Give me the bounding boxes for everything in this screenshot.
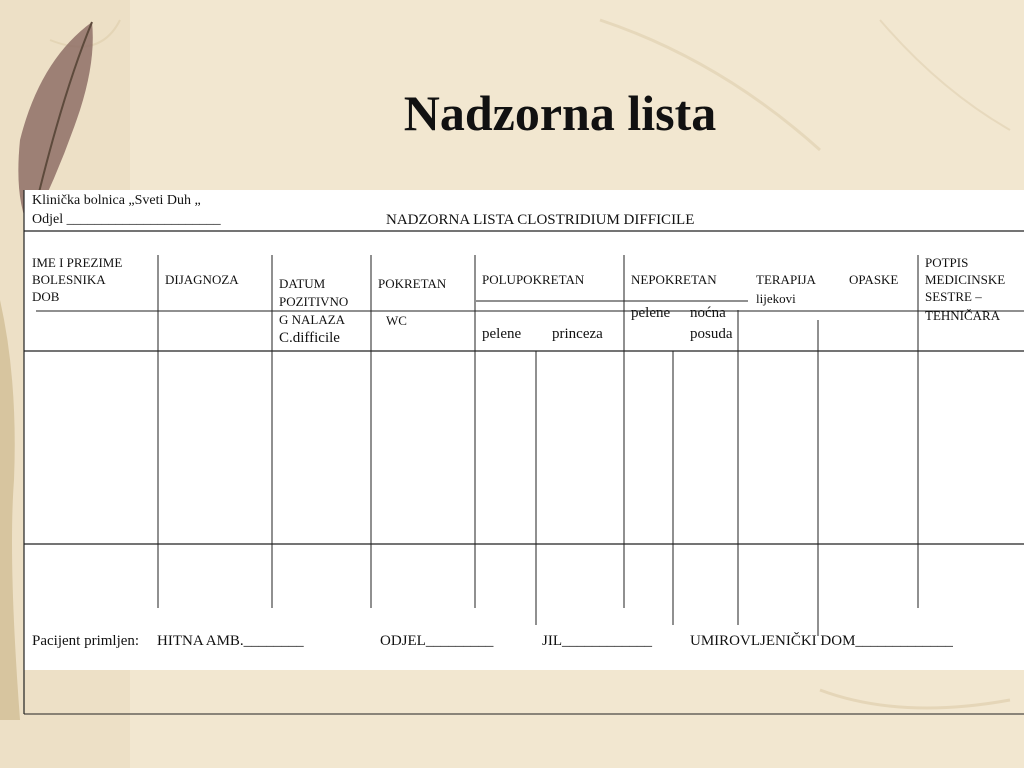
col-signature-1: POTPIS	[925, 255, 969, 270]
footer-option-hitna: HITNA AMB.________	[157, 633, 304, 649]
col-patient-2: BOLESNIKA	[32, 272, 106, 287]
col-patient-1: IME I PREZIME	[32, 255, 123, 270]
footer-option-jil: JIL____________	[542, 633, 652, 649]
col-therapy: TERAPIJA	[756, 272, 816, 287]
hospital-name: Klinička bolnica „Sveti Duh „	[32, 193, 201, 208]
footer-label: Pacijent primljen:	[32, 633, 140, 649]
col-patient-3: DOB	[32, 289, 60, 304]
col-date-3: G NALAZA	[279, 312, 346, 327]
col-therapy-sub: lijekovi	[756, 291, 796, 306]
col-semi-mobile: POLUPOKRETAN	[482, 272, 585, 287]
col-diagnosis: DIJAGNOZA	[165, 272, 239, 287]
col-immobile: NEPOKRETAN	[631, 272, 717, 287]
col-signature-2: MEDICINSKE	[925, 272, 1006, 287]
col-notes: OPASKE	[849, 272, 899, 287]
col-semi-princeza: princeza	[552, 326, 603, 342]
col-signature-3: SESTRE –	[925, 289, 982, 304]
slide-title: Nadzorna lista	[403, 85, 717, 141]
col-date-1: DATUM	[279, 276, 326, 291]
col-date-4: C.difficile	[279, 330, 340, 346]
col-mobile: POKRETAN	[378, 276, 447, 291]
col-immobile-pelene: pelene	[631, 305, 671, 321]
form-title: NADZORNA LISTA CLOSTRIDIUM DIFFICILE	[386, 212, 695, 228]
col-date-2: POZITIVNO	[279, 294, 349, 309]
col-signature-4: TEHNIČARA	[925, 308, 1001, 323]
col-immobile-nocna: noćna	[690, 305, 726, 321]
footer-option-odjel: ODJEL_________	[380, 633, 494, 649]
col-immobile-posuda: posuda	[690, 326, 733, 342]
footer-option-dom: UMIROVLJENIČKI DOM_____________	[690, 633, 953, 649]
col-mobile-wc: WC	[386, 313, 407, 328]
department-field: Odjel ______________________	[32, 212, 221, 227]
col-semi-pelene: pelene	[482, 326, 522, 342]
